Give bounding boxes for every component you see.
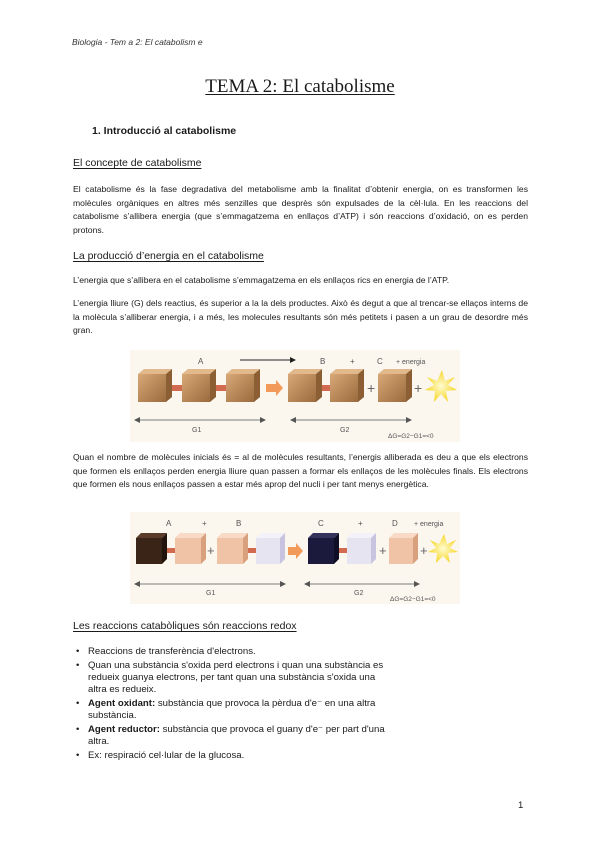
list-item: • Quan una substància s'oxida perd electrons i quan una substància es redueix guanya electrons, per tant quan una substància s'oxida una altra es redueix. xyxy=(76,660,386,695)
svg-text:+: + xyxy=(207,543,215,558)
page-number: 1 xyxy=(518,800,524,811)
g2-label: G2 xyxy=(340,427,350,434)
g2-label: G2 xyxy=(354,590,364,597)
svg-text:+: + xyxy=(379,543,387,558)
svg-text:+: + xyxy=(202,519,207,528)
delta-g-label: ΔG=G2−G1=<0 xyxy=(390,596,436,603)
molecule-a-light xyxy=(175,533,206,564)
section-heading-intro: 1. Introducció al catabolisme xyxy=(92,125,237,137)
molecule-b-pale xyxy=(256,533,285,564)
figure-electron-energy xyxy=(130,512,460,604)
reactant-box-2 xyxy=(182,369,216,402)
reactant-box-1 xyxy=(138,369,172,402)
figure-catabolism-energy xyxy=(130,350,460,442)
product-box-2 xyxy=(330,369,364,402)
energy-label: + energia xyxy=(414,521,444,528)
label-c: C xyxy=(318,519,324,528)
molecule-d-light xyxy=(389,533,418,564)
list-item: • Agent oxidant: substància que provoca la pèrdua d'e⁻ en una altra substància. xyxy=(76,698,386,722)
subheading-concept: El concepte de catabolisme xyxy=(73,157,202,169)
g1-label: G1 xyxy=(206,590,216,597)
label-a: A xyxy=(198,357,204,366)
svg-text:+: + xyxy=(358,519,363,528)
list-item: • Ex: respiració cel·lular de la glucosa. xyxy=(76,750,386,762)
paragraph-atp: L’energia que s’allibera en el catabolisme s’emmagatzema en els enllaços rics en energia de l’ATP. xyxy=(73,275,450,285)
label-a: A xyxy=(166,519,172,528)
svg-text:+: + xyxy=(414,380,423,396)
paragraph-free-energy: L’energia lliure (G) dels reactius, és superior a la la dels productes. Això és degut a que al trencar-se ellaços interns de la molècula s’alliberar energia, i a més, les molecules resultants són més petitets i pasen a un grau de desordre més gran. xyxy=(73,298,528,336)
svg-text:+: + xyxy=(367,380,376,396)
list-item: • Reaccions de transferència d'electrons. xyxy=(76,646,386,658)
label-d: D xyxy=(392,519,398,528)
svg-text:+: + xyxy=(350,357,355,366)
redox-bullet-list xyxy=(76,646,386,765)
paragraph-concept: El catabolisme és la fase degradativa del metabolisme amb la finalitat d’obtenir energia, on es transformen les molècules orgàniques en altres més senzilles que desprès són expulsades de la cèl·lula. En les reaccions del catabolisme s’allibera energia (que s’emmagatzema en enllaços d’ATP) i són reaccions d’oxidació, on es perden protons. xyxy=(73,184,528,235)
paragraph-electrons: Quan el nombre de molècules inicials és = al de molècules resultants, l’energis alliberada es deu a que els electrons que formen els enllaços perden energia lliure quan passen a formar els enllaços de les molècules finals. Els electrons que formen els nous enllaços passen a estar més aprop del nucli i per tant menys energètica. xyxy=(73,452,528,490)
reactant-box-3 xyxy=(226,369,260,402)
subheading-redox: Les reaccions catabòliques són reaccions redox xyxy=(73,620,297,632)
energy-label: + energia xyxy=(396,359,426,366)
label-b: B xyxy=(236,519,242,528)
label-b: B xyxy=(320,357,326,366)
label-c: C xyxy=(377,357,383,366)
document-title: TEMA 2: El catabolisme xyxy=(205,76,395,97)
svg-text:+: + xyxy=(420,543,428,558)
molecule-c-pale xyxy=(347,533,376,564)
molecule-b-light xyxy=(217,533,248,564)
delta-g-label: ΔG=G2−G1=<0 xyxy=(388,433,434,440)
product-box-1 xyxy=(288,369,322,402)
g1-label: G1 xyxy=(192,427,202,434)
product-box-3 xyxy=(378,369,412,402)
molecule-c-navy xyxy=(308,533,339,564)
list-item: • Agent reductor: substància que provoca el guany d'e⁻ per part d'una altra. xyxy=(76,724,386,748)
subheading-production: La producció d’energia en el catabolisme xyxy=(73,250,264,262)
molecule-a-dark xyxy=(136,533,167,564)
running-header: Biologia - Tem a 2: El catabolism e xyxy=(72,37,203,47)
